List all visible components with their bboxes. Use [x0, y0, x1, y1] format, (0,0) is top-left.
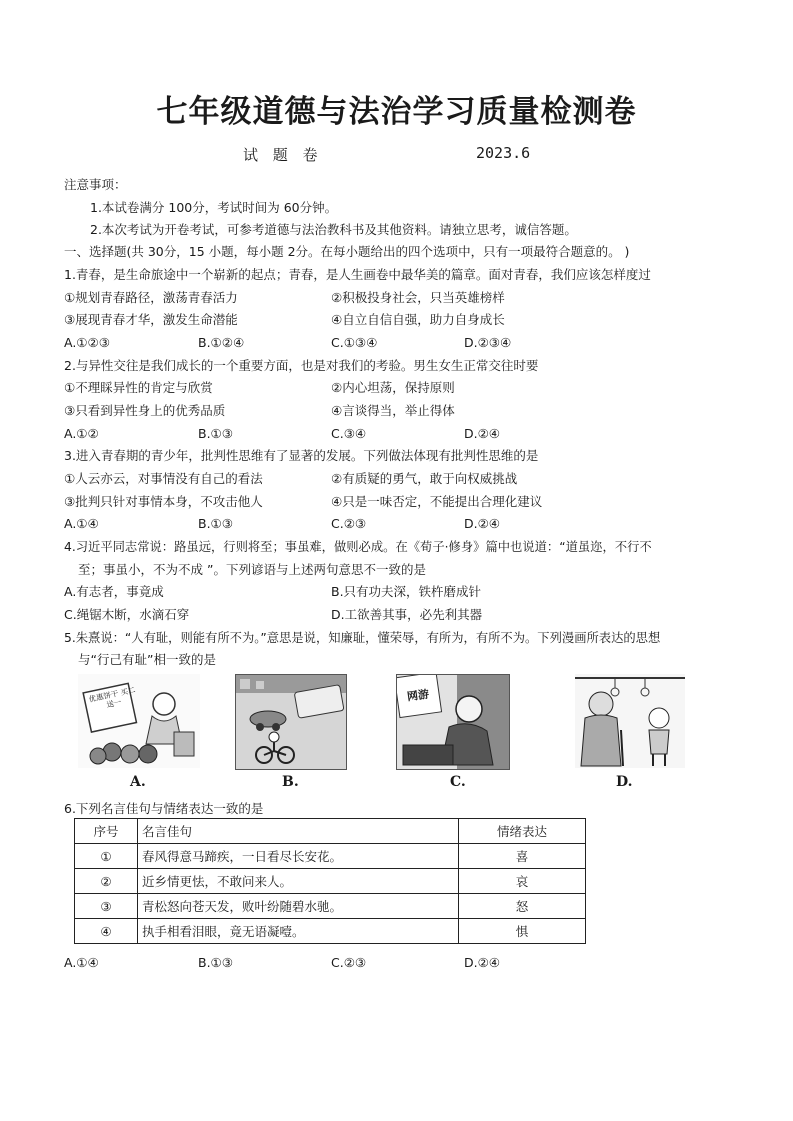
q4-option-a: A.有志者，事竟成 [64, 584, 164, 599]
q6-option-d: D.②④ [464, 955, 501, 970]
table-header-row [75, 819, 586, 844]
q5-stem-line-1: 5.朱熹说：“人有耻，则能有所不为。”意思是说，知廉耻，懂荣辱，有所为，有所不为。下列漫画所表达的思想 [64, 631, 661, 645]
cartoon-label-a: A. [130, 774, 146, 790]
cartoon-label-c: C. [450, 774, 466, 790]
q1-statement-1: ①规划青春路径，激荡青春活力 [64, 290, 238, 305]
q1-statement-4: ④自立自信自强，助力自身成长 [331, 312, 505, 327]
q4-stem-line-1: 4.习近平同志常说：路虽远，行则将至；事虽难，做则必成。在《荀子·修身》篇中也说道：“道虽迩，不行不 [64, 540, 652, 554]
q3-option-b: B.①③ [198, 516, 233, 531]
cartoon-d [575, 674, 685, 768]
q2-option-c: C.③④ [331, 426, 367, 441]
exam-subtitle: 试 题 卷 [243, 146, 323, 164]
q6-option-b: B.①③ [198, 955, 233, 970]
q2-stem: 2.与异性交往是我们成长的一个重要方面，也是对我们的考验。男生女生正常交往时要 [64, 358, 539, 373]
q2-statement-2: ②内心坦荡，保持原则 [331, 380, 455, 395]
cartoon-c-sign: 网游 [406, 687, 430, 704]
q3-option-a: A.①④ [64, 516, 99, 531]
row-number: ② [75, 869, 138, 894]
table-row [75, 844, 586, 869]
exam-date: 2023.6 [476, 144, 531, 162]
row-emotion: 哀 [459, 869, 586, 894]
q6-stem: 6.下列名言佳句与情绪表达一致的是 [64, 801, 264, 816]
cartoon-a [78, 674, 200, 768]
q1-option-a: A.①②③ [64, 335, 110, 350]
q4-stem-line-2: 至；事虽小，不为不成 ”。下列谚语与上述两句意思不一致的是 [78, 562, 426, 577]
row-quote: 近乡情更怯，不敢问来人。 [138, 869, 459, 894]
notice-item-2: 2.本次考试为开卷考试，可参考道德与法治教科书及其他资料。请独立思考，诚信答题。 [90, 222, 577, 237]
cartoon-c [396, 674, 510, 770]
row-quote: 春风得意马蹄疾，一日看尽长安花。 [138, 844, 459, 869]
q1-statement-2: ②积极投身社会，只当英雄榜样 [331, 290, 505, 305]
cartoon-label-b: B. [282, 774, 299, 790]
q6-option-a: A.①④ [64, 955, 99, 970]
q2-option-a: A.①② [64, 426, 99, 441]
q3-option-d: D.②④ [464, 516, 501, 531]
notice-heading: 注意事项： [64, 177, 127, 192]
q1-option-d: D.②③④ [464, 335, 512, 350]
header-quote: 名言佳句 [138, 819, 459, 844]
q2-statement-3: ③只看到异性身上的优秀品质 [64, 403, 226, 418]
row-number: ④ [75, 919, 138, 944]
row-quote: 执手相看泪眼，竟无语凝噎。 [138, 919, 459, 944]
cartoon-b [235, 674, 347, 770]
q5-stem-line-2: 与“行己有耻”相一致的是 [78, 652, 216, 667]
q1-option-c: C.①③④ [331, 335, 378, 350]
q6-table [74, 818, 586, 944]
row-emotion: 惧 [459, 919, 586, 944]
table-row [75, 919, 586, 944]
cartoon-label-d: D. [616, 774, 633, 790]
q3-option-c: C.②③ [331, 516, 367, 531]
q4-option-d: D.工欲善其事，必先利其器 [331, 607, 483, 622]
header-number: 序号 [75, 819, 138, 844]
q2-option-d: D.②④ [464, 426, 501, 441]
notice-item-1: 1.本试卷满分 100分，考试时间为 60分钟。 [90, 200, 338, 215]
table-row [75, 869, 586, 894]
q4-option-b: B.只有功夫深，铁杵磨成针 [331, 584, 482, 599]
q1-stem: 1.青春，是生命旅途中一个崭新的起点；青春，是人生画卷中最华美的篇章。面对青春，我们应该怎样度过 [64, 267, 651, 282]
row-number: ③ [75, 894, 138, 919]
section-heading: 一、选择题(共 30分，15 小题，每小题 2分。在每小题给出的四个选项中，只有一项最符合题意的。 ) [64, 244, 630, 259]
row-quote: 青松怒向苍天发，败叶纷随碧水驰。 [138, 894, 459, 919]
cartoon-a-sign: 优惠饼干 买二送一 [87, 685, 137, 710]
q3-stem: 3.进入青春期的青少年，批判性思维有了显著的发展。下列做法体现有批判性思维的是 [64, 448, 539, 463]
q2-statement-1: ①不理睬异性的肯定与欣赏 [64, 380, 213, 395]
q3-statement-4: ④只是一味否定，不能提出合理化建议 [331, 494, 543, 509]
q1-option-b: B.①②④ [198, 335, 245, 350]
exam-title: 七年级道德与法治学习质量检测卷 [156, 94, 637, 130]
row-emotion: 怒 [459, 894, 586, 919]
table-row [75, 894, 586, 919]
q6-option-c: C.②③ [331, 955, 367, 970]
q3-statement-2: ②有质疑的勇气，敢于向权威挑战 [331, 471, 518, 486]
header-emotion: 情绪表达 [459, 819, 586, 844]
q2-option-b: B.①③ [198, 426, 233, 441]
q3-statement-1: ①人云亦云，对事情没有自己的看法 [64, 471, 263, 486]
q1-statement-3: ③展现青春才华，激发生命潜能 [64, 312, 238, 327]
q4-option-c: C.绳锯木断，水滴石穿 [64, 607, 190, 622]
row-number: ① [75, 844, 138, 869]
q3-statement-3: ③批判只针对事情本身，不攻击他人 [64, 494, 263, 509]
q2-statement-4: ④言谈得当，举止得体 [331, 403, 455, 418]
row-emotion: 喜 [459, 844, 586, 869]
